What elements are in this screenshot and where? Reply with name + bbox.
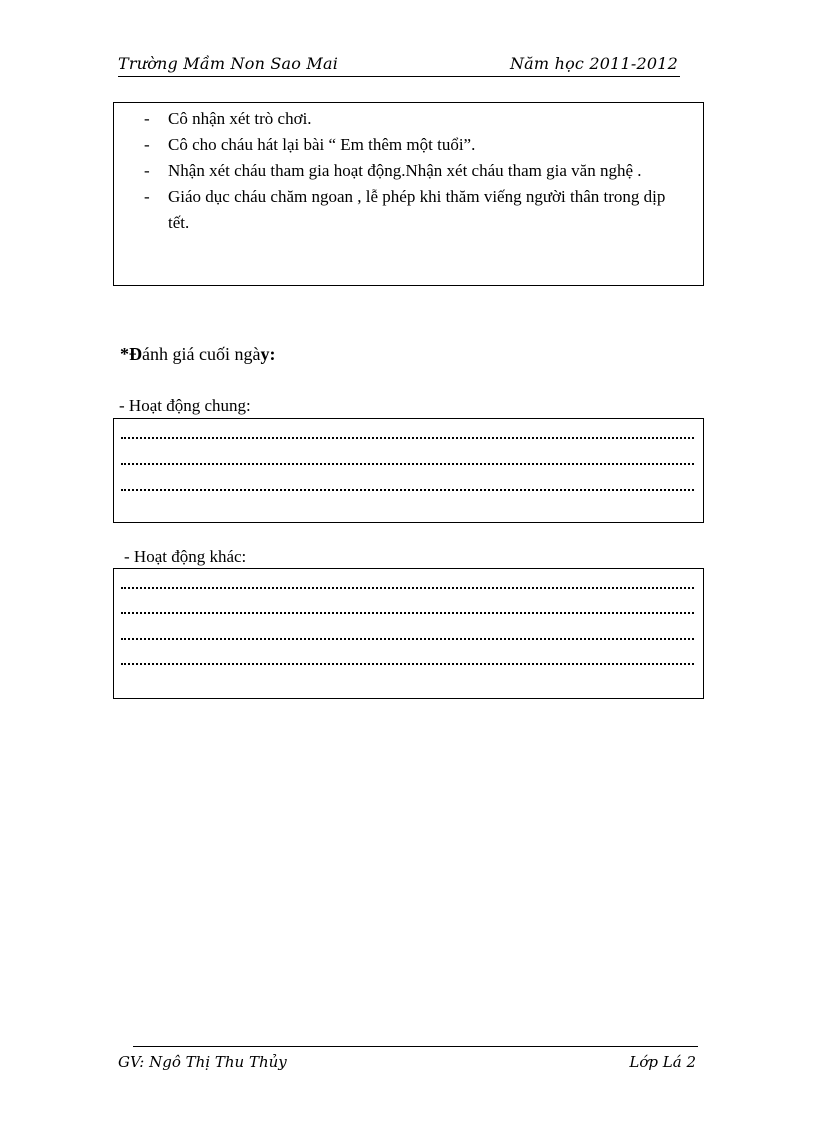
school-name: Trường Mầm Non Sao Mai bbox=[118, 54, 339, 73]
list-item: - Cô cho cháu hát lại bài “ Em thêm một tuổi”. bbox=[144, 132, 669, 158]
evaluation-heading bbox=[120, 344, 275, 365]
general-activity-label: - Hoạt động chung: bbox=[119, 396, 251, 415]
footer-rule bbox=[133, 1046, 698, 1047]
heading-initial: Đ bbox=[129, 344, 142, 364]
heading-end: y: bbox=[260, 344, 276, 364]
dotted-line bbox=[121, 437, 694, 439]
teacher-name: GV: Ngô Thị Thu Thủy bbox=[118, 1053, 287, 1071]
dotted-line bbox=[121, 489, 694, 491]
page-header bbox=[118, 52, 680, 77]
list-item: - Giáo dục cháu chăm ngoan , lễ phép khi thăm viếng người thân trong dịp tết. bbox=[144, 184, 669, 236]
heading-prefix: * bbox=[120, 344, 129, 364]
heading-text: ánh giá cuối ngà bbox=[142, 344, 261, 364]
other-activity-box[interactable] bbox=[113, 568, 704, 699]
list-item: - Cô nhận xét trò chơi. bbox=[144, 106, 669, 132]
general-activity-box[interactable] bbox=[113, 418, 704, 523]
dotted-line bbox=[121, 612, 694, 614]
dotted-line bbox=[121, 663, 694, 665]
other-activity-label: - Hoạt động khác: bbox=[124, 547, 247, 566]
activity-notes-box bbox=[113, 102, 704, 286]
dotted-line bbox=[121, 587, 694, 589]
school-year: Năm học 2011-2012 bbox=[509, 54, 678, 73]
dotted-line bbox=[121, 638, 694, 640]
list-item: - Nhận xét cháu tham gia hoạt động.Nhận xét cháu tham gia văn nghệ . bbox=[144, 158, 669, 184]
dotted-line bbox=[121, 463, 694, 465]
activity-notes-list bbox=[144, 106, 669, 236]
class-name: Lớp Lá 2 bbox=[629, 1053, 696, 1071]
